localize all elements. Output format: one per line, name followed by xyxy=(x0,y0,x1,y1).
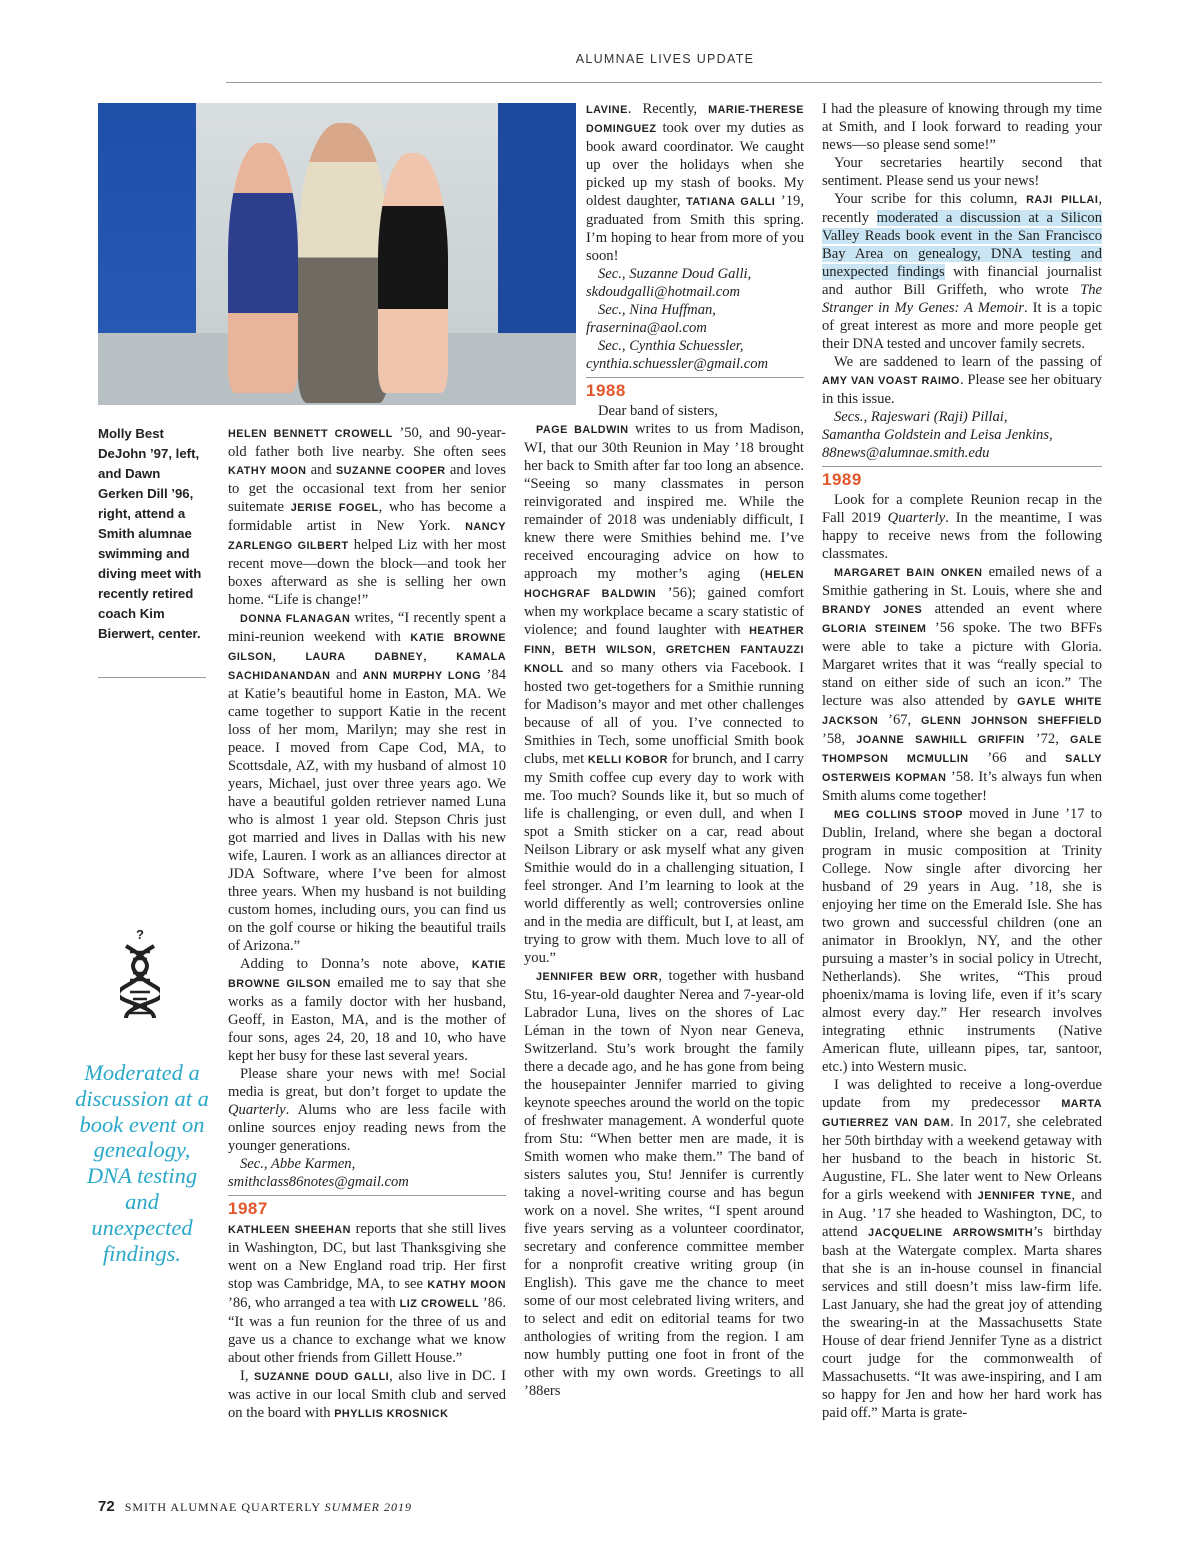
text-run: attended an event where xyxy=(922,601,1102,617)
secretary-email: cynthia.schuessler@gmail.com xyxy=(586,356,769,372)
person-name: KATIE BROWNE GILSON xyxy=(228,632,506,663)
text-run: ’19, graduated from Smith this spring. I’m hoping to hear from more of you soon! xyxy=(586,193,804,264)
person-name: PHYLLIS KROSNICK xyxy=(334,1408,449,1420)
person-name: SUZANNE DOUD GALLI xyxy=(254,1371,390,1383)
text-run: , xyxy=(551,641,565,657)
text-run: and loves to get the occasional text from her senior suitemate xyxy=(228,462,506,515)
person-name: RAJI PILLAI xyxy=(1026,194,1099,206)
header-rule xyxy=(226,82,1102,83)
text-run: ’66 and xyxy=(968,750,1066,766)
text-run: ’50, and 90-year-old father both live nearby. She often sees xyxy=(228,425,506,460)
paragraph xyxy=(822,805,1102,1076)
text-run: I was delighted to receive a long-overdue update from my predecessor xyxy=(822,1077,1102,1111)
text-run: . Recently, xyxy=(627,101,709,117)
text-run: emailed me to say that she works as a family doctor with her husband, Geoff, in Easton, MA, and is the mother of four sons, ages 24, 20, 18 and 10, who have kept her busy for these last several years. xyxy=(228,975,506,1064)
text-run: writes, “I recently spent a mini-reunion weekend with xyxy=(228,610,507,645)
secretary-email: smithclass86notes@gmail.com xyxy=(228,1174,409,1190)
text-run: Quarterly xyxy=(228,1102,286,1118)
text-run: ’56 spoke. The two BFFs were able to take a picture with Gloria. Margaret writes that it was “really special to stand on either side of such an icon.” The lecture was also attended by xyxy=(822,620,1102,709)
page-number: 72 xyxy=(98,1498,115,1515)
text-run: writes to us from Madison, WI, that our 30th Reunion in May ’18 brought her back to Smith after far too long an absence. “Seeing so many classmates in person reinvigorated and inspired me. While the remainder of 2018 was undeniably difficult, I knew there were Smithies behind me. I’ve received encouraging advice on how to approach my mother’s aging ( xyxy=(524,421,804,582)
dna-helix-icon xyxy=(120,928,160,1036)
text-run: ’58. It’s always fun when Smith alums come together! xyxy=(822,769,1102,804)
person-name: BRANDY JONES xyxy=(822,604,923,616)
text-run: emailed news of a Smithie gathering in St. Louis, where she and xyxy=(822,564,1102,599)
person-name: MARGARET BAIN ONKEN xyxy=(834,567,983,579)
paragraph xyxy=(228,1367,506,1423)
person-name: KAMALA SACHIDANANDAN xyxy=(228,651,506,682)
text-run: , recently xyxy=(822,191,1102,226)
person-name: JACQUELINE ARROWSMITH xyxy=(868,1227,1034,1239)
text-run: took over my duties as book award coordinator. We caught up over the holidays when she picked up my stash of books. My oldest daughter, xyxy=(586,120,804,209)
secretary-email: frasernina@aol.com xyxy=(586,320,707,336)
column-3 xyxy=(822,100,1102,1422)
text-run: , xyxy=(272,648,306,664)
person-name: LAURA DABNEY xyxy=(305,651,424,663)
person-name: KATHY MOON xyxy=(228,465,307,477)
person-name: GLENN JOHNSON SHEFFIELD xyxy=(921,715,1102,727)
highlighted-text: moderated a discussion at a Silicon Valley Reads book event in the San Francisco Bay Area on genealogy, DNA testing and unexpected findings xyxy=(822,210,1102,280)
text-run: ’84 at Katie’s beautiful home in Easton, MA. We came together to support Katie in the recent loss of her mom, Marilyn; may she rest in peace. I moved from Cape Cod, MA, to Scottsdale, AZ, with my husband of almost 10 years, Michael, just over three years ago. We have a beautiful golden retriever named Luna who is almost 1 year old. Stepson Chris just got married and lives in Dallas with his new wife, Lauren. I work as an alliances director at JDA Software, where I’ve been for almost three years. When my husband is not building custom homes, including ours, you can find us on the golf course or hiking the beautiful trails of Arizona.” xyxy=(228,667,506,954)
text-run: Your scribe for this column, xyxy=(834,191,1027,207)
column-1 xyxy=(228,424,506,1423)
person-name: GALE THOMPSON MCMULLIN xyxy=(822,734,1102,765)
text-run: . It is a topic of great interest as more and more people get their DNA tested and uncover family secrets. xyxy=(822,300,1102,352)
paragraph xyxy=(228,609,506,955)
swim-meet-photo xyxy=(98,103,576,405)
person-name: MARIE-THERESE DOMINGUEZ xyxy=(586,104,804,135)
text-run: Please share your news with me! Social media is great, but don’t forget to update the xyxy=(228,1066,506,1100)
paragraph xyxy=(822,491,1102,563)
section-header: ALUMNAE LIVES UPDATE xyxy=(575,52,755,66)
text-run: , and in Aug. ’17 she headed to Washington, DC, to attend xyxy=(822,1187,1102,1240)
person-name: JERISE FOGEL xyxy=(290,502,379,514)
person-name: SUZANNE COOPER xyxy=(335,465,446,477)
page-footer xyxy=(98,1498,412,1515)
paragraph xyxy=(524,967,804,1400)
year-heading: 1988 xyxy=(586,377,804,400)
text-run: . Alums who are less facile with online sources enjoy reading news from the younger generations. xyxy=(228,1102,506,1154)
paragraph xyxy=(822,353,1102,408)
secretary-line: Sec., Cynthia Schuessler, xyxy=(598,338,744,354)
person-name: LAVINE xyxy=(586,104,628,116)
text-run: We are saddened to learn of the passing of xyxy=(834,354,1102,370)
year-heading: 1987 xyxy=(228,1195,506,1218)
person-name: JOANNE SAWHILL GRIFFIN xyxy=(856,734,1025,746)
person-name: MARTA GUTIERREZ VAN DAM xyxy=(822,1098,1102,1129)
secretary-line: Sec., Suzanne Doud Galli, xyxy=(598,266,752,282)
person-name: HEATHER FINN xyxy=(524,625,804,656)
caption-rule xyxy=(98,677,206,678)
text-run: ’86, who arranged a tea with xyxy=(228,1295,400,1311)
person-name: NANCY ZARLENGO GILBERT xyxy=(228,521,506,552)
text-run: helped Liz with her most recent move—down the block—and took her boxes afterward as she is selling her own home. “Life is change!” xyxy=(228,537,506,608)
text-run: , also live in DC. I was active in our local Smith club and served on the board with xyxy=(228,1368,506,1421)
text-run: , xyxy=(423,648,457,664)
secretary-email: skdoudgalli@hotmail.com xyxy=(586,284,741,300)
year-heading: 1989 xyxy=(822,466,1102,489)
photo-person-left xyxy=(228,143,298,393)
text-run: ’56); gained comfort when my workplace became a scary statistic of violence; and found laughter with xyxy=(524,585,804,638)
paragraph xyxy=(228,955,506,1065)
person-name: GAYLE WHITE JACKSON xyxy=(822,696,1102,727)
secretary-line: Sec., Abbe Karmen, xyxy=(240,1156,356,1172)
issue-name: SUMMER 2019 xyxy=(324,1500,412,1514)
person-name: JENNIFER BEW ORR xyxy=(536,971,659,983)
person-name: KATHY MOON xyxy=(427,1279,506,1291)
text-run: , together with husband Stu, 16-year-old daughter Nerea and 7-year-old Labrador Luna, lives on the shores of Lac Léman in the town of Nyon near Geneva, Switzerland. Stu’s work brought the family there a decade ago, and he has gone from being the housepainter Jennifer married to giving keynote speeches around the world on the topic of freshwater management. A wonderful quote from Stu: “When better men are made, it is Smith women who make them.” The band of sisters salutes you, Stu! Jennifer is currently taking a novel-writing course and has begun work on a novel. She writes, “I spent around five years serving as a volunteer coordinator, secretary and conference committee member for a nonprofit creative writing group (in English). This gave me the chance to meet some of our most celebrated living writers, and to select and edit on editorial teams for two anthologies of writing from the region. I am now humbly putting one foot in front of the other with my own words. Greetings to all ’88ers xyxy=(524,968,805,1399)
person-name: JENNIFER TYNE xyxy=(977,1190,1072,1202)
question-mark: ? xyxy=(136,928,144,942)
text-run: Quarterly xyxy=(887,510,946,526)
paragraph xyxy=(822,190,1102,353)
paragraph xyxy=(524,100,804,265)
text-run: and xyxy=(306,462,336,478)
text-run: with financial journalist and author Bill Griffeth, who wrote xyxy=(822,264,1102,298)
text-run: The Stranger in My Genes: A Memoir xyxy=(822,282,1102,316)
person-name: KATHLEEN SHEEHAN xyxy=(228,1224,351,1236)
paragraph xyxy=(228,1065,506,1155)
person-name: TATIANA GALLI xyxy=(686,196,776,208)
text-run: . Please see her obituary in this issue. xyxy=(822,372,1102,407)
text-run: I, xyxy=(240,1368,255,1384)
person-name: DONNA FLANAGAN xyxy=(240,613,351,625)
person-name: PAGE BALDWIN xyxy=(536,424,629,436)
text-run: Look for a complete Reunion recap in the Fall 2019 xyxy=(822,492,1102,526)
person-name: LIZ CROWELL xyxy=(399,1298,480,1310)
pull-quote: Moderated a discussion at a book event on genealogy, DNA testing and unexpected findings. xyxy=(75,1060,209,1266)
person-name: KELLI KOBOR xyxy=(587,754,668,766)
text-run: moved in June ’17 to Dublin, Ireland, where she began a doctoral program in music composition at Trinity College. Now single after divorcing her husband of 29 years in Aug. ’18, she is enjoying her time on the Emerald Isle. She has two grown and successful children (one an animator in Brooklyn, NY, and the other pursuing a master’s in social policy in Utrecht, Netherlands). She writes, “This proud phoenix/mama is loving life, even if it’s scary almost every day.” Her research involves integrating ethnic instruments (Native American flute, uilleann pipes, tar, santoor, etc.) into Western music. xyxy=(822,806,1102,1075)
text-run: ’s birthday bash at the Watergate complex. Marta shares that she is an in-house counsel in financial services and still doesn’t miss law-firm life. Last January, she had the great joy of attending the swearing-in at the Massachusetts State House of dear friend Jennifer Tyne as a district court judge for the commonwealth of Massachusetts. “It was awe-inspiring, and I am so happy for Jen and how her hard work has paid off.” Marta is grate- xyxy=(822,1224,1102,1421)
person-name: HELEN HOCHGRAF BALDWIN xyxy=(524,569,804,600)
text-run: , who has become a formidable artist in New York. xyxy=(228,499,507,534)
secretary-line: Samantha Goldstein and Leisa Jenkins, xyxy=(822,427,1053,443)
person-name: ANN MURPHY LONG xyxy=(362,670,482,682)
secretary-email: 88news@alumnae.smith.edu xyxy=(822,445,990,461)
text-run: , xyxy=(652,641,666,657)
paragraph xyxy=(228,1220,506,1367)
person-name: KATIE BROWNE GILSON xyxy=(228,959,506,990)
text-run: . In 2017, she celebrated her 50th birthday with a weekend getaway with her husband to the beach in historic St. Augustine, FL. She later went to New Orleans for a girls weekend with xyxy=(822,1114,1103,1203)
text-run: Adding to Donna’s note above, xyxy=(240,956,472,972)
text-run: . In the meantime, I was happy to receive news from the following classmates. xyxy=(822,510,1103,562)
text-run: ’86. “It was a fun reunion for the three of us and gave us a chance to exchange what we know about other friends from Gillett House.” xyxy=(228,1295,506,1366)
paragraph xyxy=(822,563,1102,805)
paragraph xyxy=(822,1076,1102,1422)
photo-person-right xyxy=(378,153,448,393)
text-run: ’58, xyxy=(822,731,857,747)
text-run: and xyxy=(330,667,363,683)
text-run: ’67, xyxy=(878,712,922,728)
column-2 xyxy=(524,100,804,1400)
person-name: BETH WILSON xyxy=(564,644,653,656)
paragraph: Your secretaries heartily second that sentiment. Please send us your news! xyxy=(822,155,1102,189)
secretary-line: Secs., Rajeswari (Raji) Pillai, xyxy=(834,409,1008,425)
paragraph: I had the pleasure of knowing through my time at Smith, and I look forward to reading your news—so please send some!” xyxy=(822,101,1102,153)
text-run: reports that she still lives in Washington, DC, but last Thanksgiving she went on a New England road trip. Her first stop was Cambridge, MA, to see xyxy=(228,1221,506,1292)
text-run: for brunch, and I carry my Smith coffee cup every day to work with me. Too much? Sounds like it, but so much of life is challenging, or even dull, and when I spot a Smith sticker on a car, read about Neilson Library or ask myself what any given Smithie would do in a challenging situation, I feel stronger. And I’m learning to look at the world differently as well; controversies online and in the media are difficult, but I, at least, am trying to grow with them. Much love to all of you.” xyxy=(524,751,804,966)
text-run: ’72, xyxy=(1024,731,1070,747)
secretary-line: Sec., Nina Huffman, xyxy=(598,302,716,318)
person-name: GRETCHEN FANTAUZZI KNOLL xyxy=(524,644,805,675)
person-name: MEG COLLINS STOOP xyxy=(834,809,963,821)
person-name: SALLY OSTERWEIS KOPMAN xyxy=(822,753,1102,784)
photo-person-center xyxy=(298,123,388,403)
person-name: GLORIA STEINEM xyxy=(822,623,927,635)
publication-name: SMITH ALUMNAE QUARTERLY xyxy=(124,1500,321,1514)
person-name: AMY VAN VOAST RAIMO xyxy=(822,375,960,387)
text-run: and so many others via Facebook. I hosted two get-togethers for a Smithie running for Madison’s mayor and met other challenges because of all of you. I’ve connected to Smithies in Tech, some unofficial Smith book clubs, met xyxy=(524,660,804,767)
person-name: HELEN BENNETT CROWELL xyxy=(228,428,393,440)
paragraph: Dear band of sisters, xyxy=(598,403,718,419)
paragraph xyxy=(524,420,804,967)
photo-caption: Molly Best DeJohn ’97, left, and Dawn Gerken Dill ’96, right, attend a Smith alumnae swimming and diving meet with recently retired coach Kim Bierwert, center. xyxy=(98,426,202,641)
paragraph xyxy=(228,424,506,609)
